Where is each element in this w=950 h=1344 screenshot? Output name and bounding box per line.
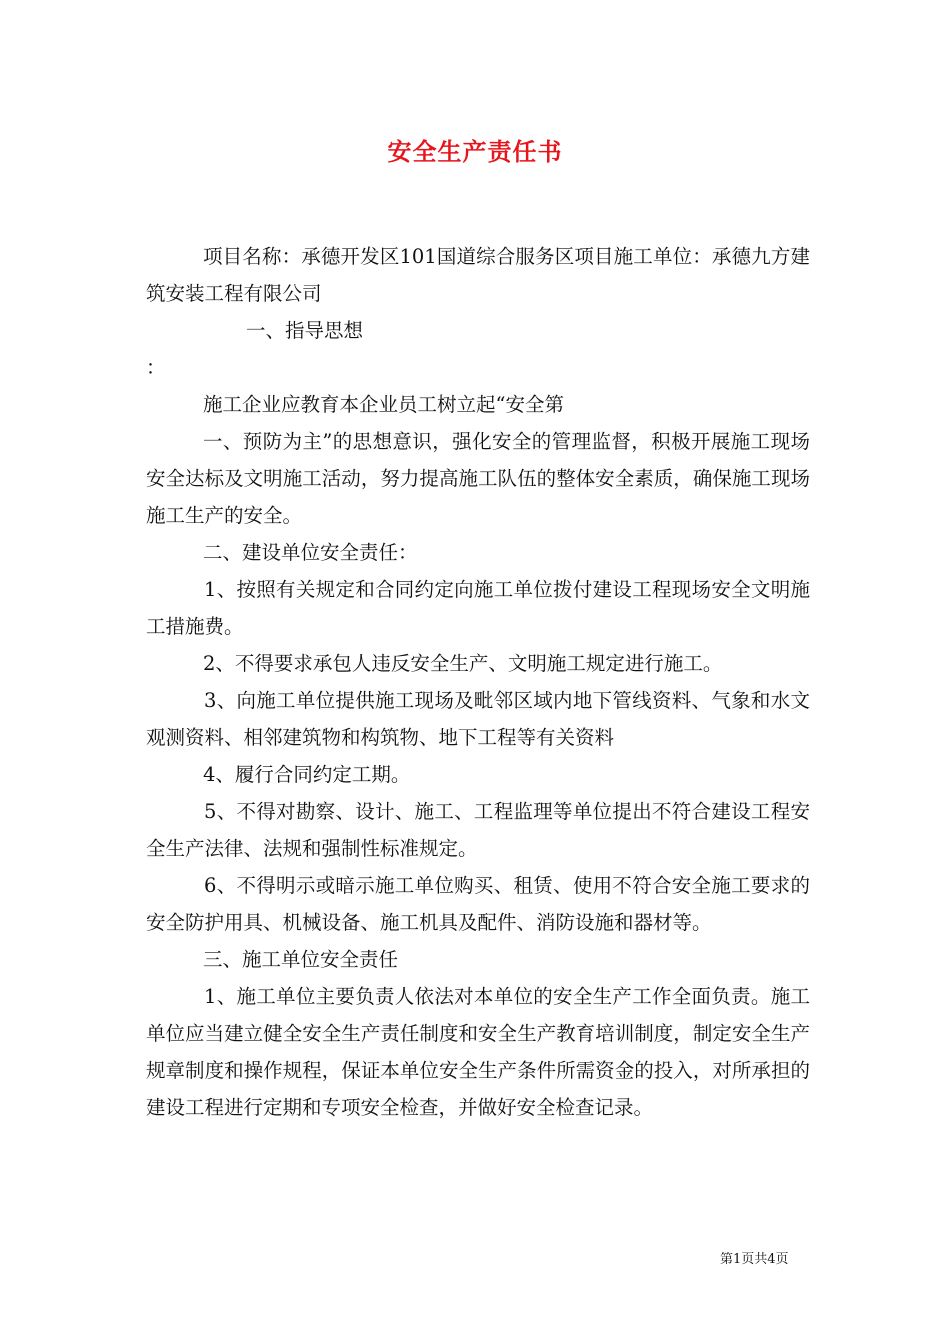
owner-item-6: 6、不得明示或暗示施工单位购买、租赁、使用不符合安全施工要求的安全防护用具、机械设备、施工机具及配件、消防设施和器材等。: [146, 874, 810, 934]
owner-item-5: 5、不得对勘察、设计、施工、工程监理等单位提出不符合建设工程安全生产法律、法规和强制性标准规定。: [146, 800, 810, 860]
paragraph-safety-first: 一、预防为主”的思想意识，强化安全的管理监督，积极开展施工现场安全达标及文明施工活动，努力提高施工队伍的整体安全素质，确保施工现场施工生产的安全。: [146, 430, 810, 527]
section-heading-guiding-thought: 一、指导思想: [246, 319, 364, 342]
paragraph-education-intro: 施工企业应教育本企业员工树立起“安全第: [203, 393, 564, 416]
colon-line: ：: [146, 356, 166, 379]
owner-item-3: 3、向施工单位提供施工现场及毗邻区域内地下管线资料、气象和水文观测资料、相邻建筑物和构筑物、地下工程等有关资料: [146, 689, 810, 749]
section-heading-contractor-responsibility: 三、施工单位安全责任: [203, 948, 399, 971]
project-info-paragraph: 项目名称：承德开发区101国道综合服务区项目施工单位：承德九方建筑安装工程有限公司: [146, 245, 810, 305]
section-heading-owner-responsibility: 二、建设单位安全责任：: [203, 541, 418, 564]
document-body: [146, 238, 810, 1126]
contractor-item-1: 1、施工单位主要负责人依法对本单位的安全生产工作全面负责。施工单位应当建立健全安全生产责任制度和安全生产教育培训制度，制定安全生产规章制度和操作规程，保证本单位安全生产条件所需资金的投入，对所承担的建设工程进行定期和专项安全检查，并做好安全检查记录。: [146, 985, 810, 1119]
owner-item-2: 2、不得要求承包人违反安全生产、文明施工规定进行施工。: [203, 652, 723, 675]
page-number-footer: 第1页共4页: [720, 1252, 789, 1267]
owner-item-4: 4、履行合同约定工期。: [203, 763, 411, 786]
document-title: 安全生产责任书: [387, 137, 563, 166]
owner-item-1: 1、按照有关规定和合同约定向施工单位拨付建设工程现场安全文明施工措施费。: [146, 578, 810, 638]
